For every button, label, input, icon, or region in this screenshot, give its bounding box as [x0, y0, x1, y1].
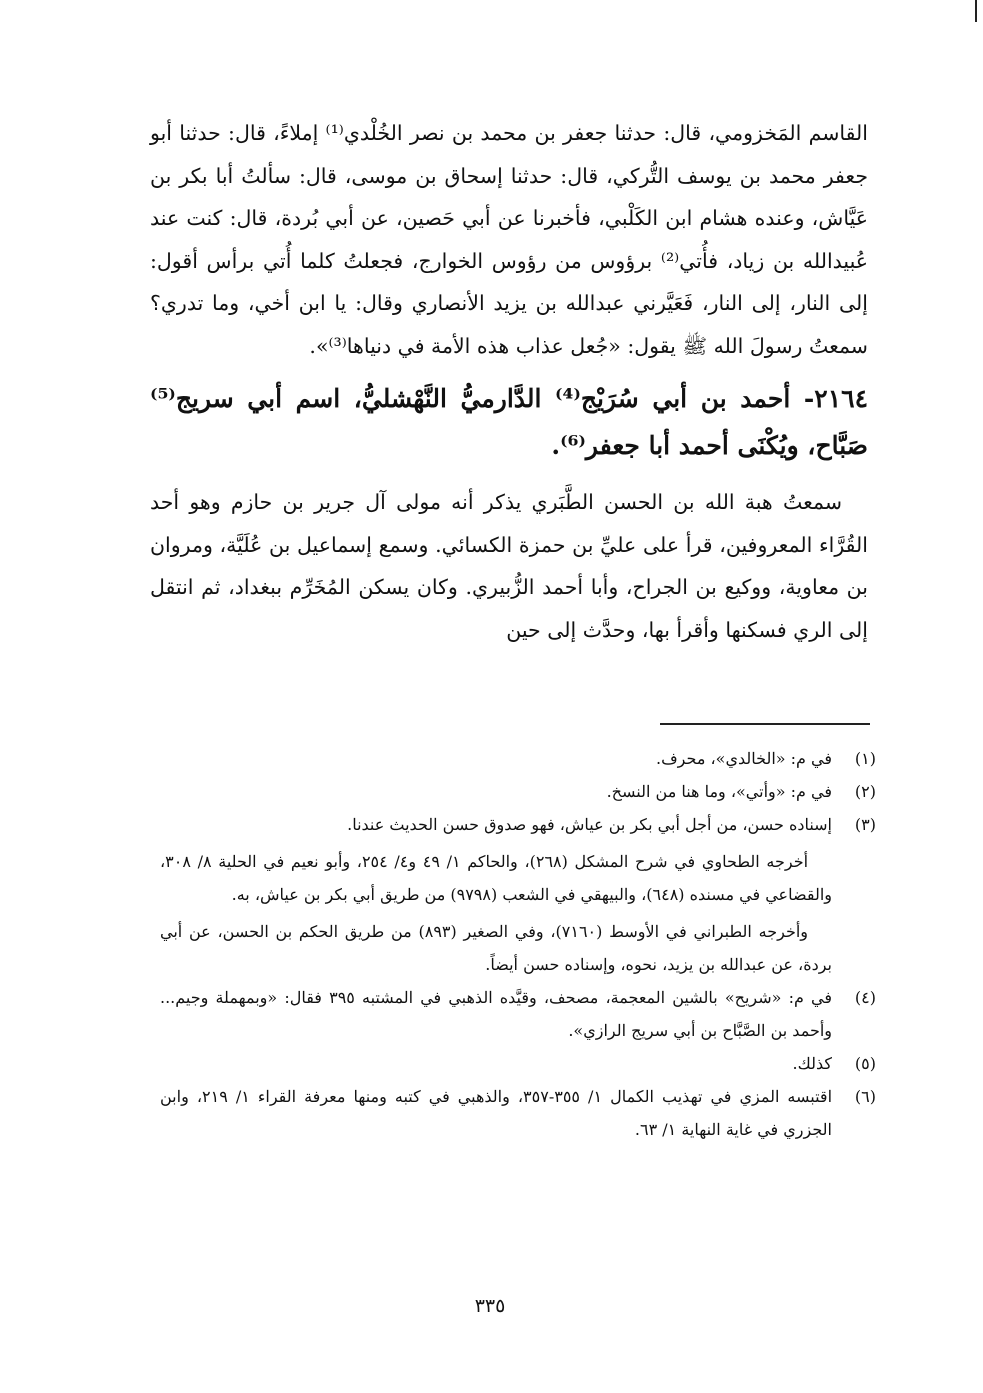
footnote-5	[160, 1047, 876, 1080]
page-edge-mark	[975, 0, 977, 22]
biography-entry-heading: ٢١٦٤- أحمد بن أبي سُرَيْج⁽⁴⁾ الدَّارميُّ النَّهْشليُّ، اسم أبي سريج⁽⁵⁾ صَبَّاح، ويُكْنَى أحمد أبا جعفر⁽⁶⁾.	[150, 384, 868, 460]
footnote-text: في م: «وأتي»، وما هنا من النسخ.	[606, 782, 832, 801]
narration-text	[150, 112, 868, 367]
footnote-text: اقتبسه المزي في تهذيب الكمال ١/ ٣٥٥-٣٥٧، والذهبي في كتبه ومنها معرفة القراء ١/ ٢١٩، وابن الجزري في غاية النهاية ١/ ٦٣.	[160, 1087, 833, 1139]
footnote-number: (٣)	[854, 815, 876, 834]
paragraph-biography: سمعتُ هبة الله بن الحسن الطَّبَري يذكر أنه مولى آل جرير بن حازم وهو أحد القُرَّاء المعروفين، قرأ على عليِّ بن حمزة الكسائي. وسمع إسماعيل بن عُلَيَّة، ومروان بن معاوية، ووكيع بن الجراح، وأبا أحمد الزُّبيري. وكان يسكن المُخَرِّم ببغداد، ثم انتقل إلى الري فسكنها وأقرأ بها، وحدَّث إلى حين	[150, 490, 868, 642]
footnote-text: في م: «شريح» بالشين المعجمة، مصحف، وقيَّده الذهبي في المشتبه ٣٩٥ فقال: «وبمهملة وجيم... وأحمد بن الصَّبَّاح بن أبي سريج الرازي».	[160, 988, 832, 1040]
footnote-6	[160, 1080, 876, 1146]
footnote-3	[160, 808, 876, 981]
paragraph-isnad: القاسم المَخزومي، قال: حدثنا جعفر بن محمد بن نصر الخُلْدي⁽¹⁾ إملاءً، قال: حدثنا أبو جعفر محمد بن يوسف التُّركي، قال: حدثنا إسحاق بن موسى، قال: سألتُ أبا بكر بن عَيَّاش، وعنده هشام ابن الكَلْبي، فأخبرنا عن أبي حَصين، عن أبي بُردة، قال: كنت عند عُبيدالله بن زياد، فأُتي⁽²⁾ برؤوس من رؤوس الخوارج، فجعلتُ كلما أُتي برأس أقول: إلى النار، إلى النار، فَعَيَّرني عبدالله بن يزيد الأنصاري وقال: يا ابن أخي، وما تدري؟ سمعتُ رسولَ الله ﷺ يقول: «جُعل عذاب هذه الأمة في دنياها⁽³⁾».	[150, 121, 868, 358]
footnote-4	[160, 981, 876, 1047]
main-text-block	[150, 112, 868, 651]
footnote-takhrij-1: أخرجه الطحاوي في شرح المشكل (٢٦٨)، والحاكم ١/ ٤٩ و٤/ ٢٥٤، وأبو نعيم في الحلية ٨/ ٣٠٨، والقضاعي في مسنده (٦٤٨)، والبيهقي في الشعب (٩٧٩٨) من طريق أبي بكر بن عياش، به.	[160, 852, 832, 904]
footnote-2	[160, 775, 876, 808]
footnote-takhrij-2: وأخرجه الطبراني في الأوسط (٧١٦٠)، وفي الصغير (٨٩٣) من طريق الحكم بن الحسن، عن أبي بردة، عن عبدالله بن يزيد، نحوه، وإسناده حسن أيضاً.	[160, 922, 832, 974]
footnote-number: (٢)	[854, 782, 876, 801]
biography-text	[150, 481, 868, 651]
footnote-text: إسناده حسن، من أجل أبي بكر بن عياش، فهو صدوق حسن الحديث عندنا.	[347, 815, 832, 834]
footnote-1	[160, 742, 876, 775]
footnote-separator	[660, 723, 870, 725]
footnote-number: (٥)	[854, 1054, 876, 1073]
footnotes-block	[160, 742, 876, 1146]
footnote-number: (٦)	[854, 1087, 876, 1106]
footnote-number: (١)	[854, 749, 876, 768]
footnote-text: كذلك.	[792, 1054, 832, 1073]
footnote-number: (٤)	[854, 988, 876, 1007]
footnote-text: في م: «الخالدي»، محرف.	[656, 749, 832, 768]
page-number: ٣٣٥	[474, 1295, 506, 1317]
